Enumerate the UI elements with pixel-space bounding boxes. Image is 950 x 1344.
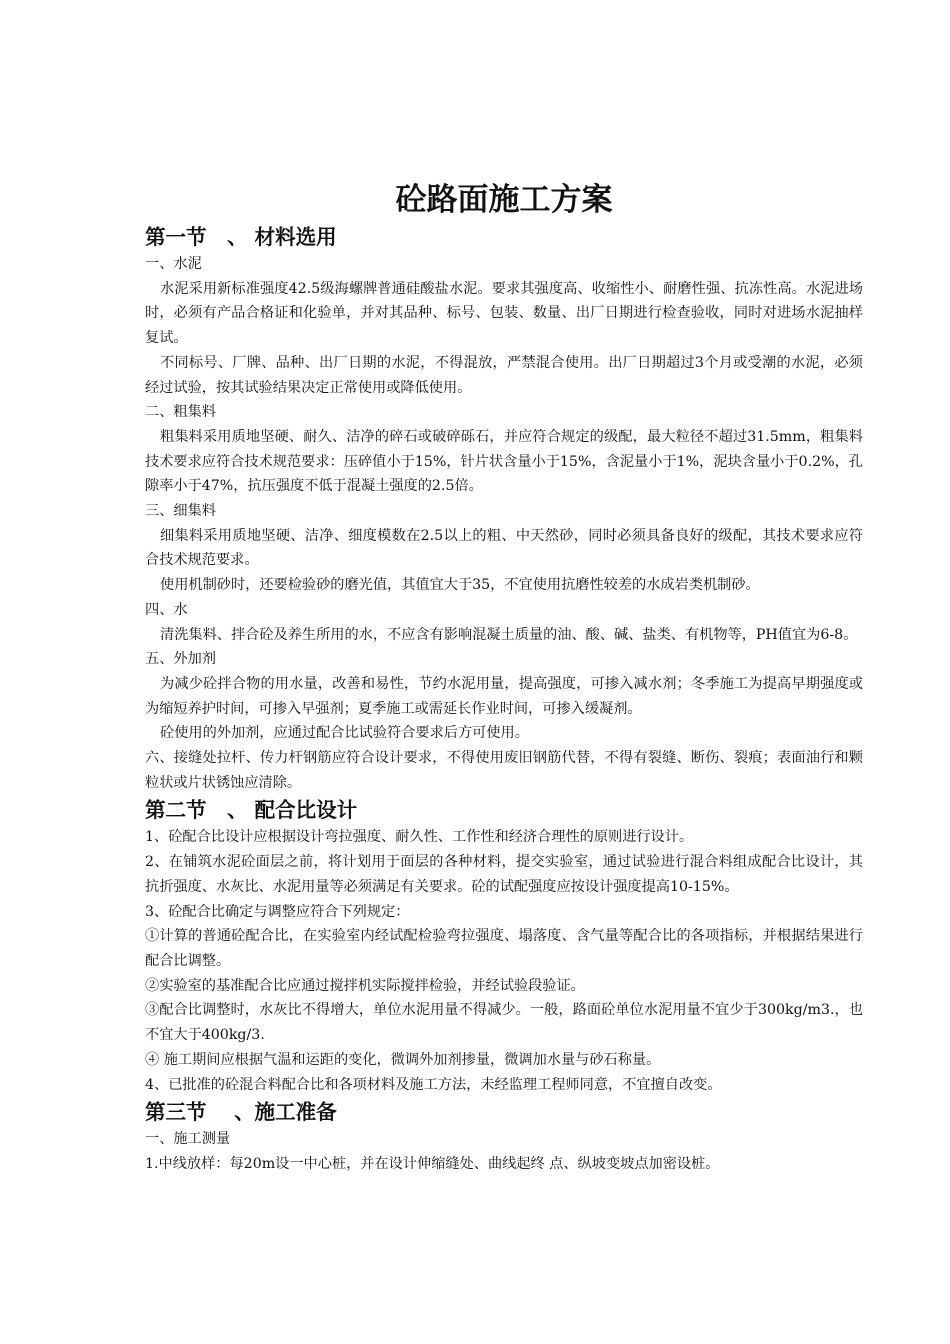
- paragraph: 2、在铺筑水泥砼面层之前，将计划用于面层的各种材料，提交实验室，通过试验进行混合料组成配合比设计，其抗折强度、水灰比、水泥用量等必须满足有关要求。砼的试配强度应按设计强度提高10-15%。: [145, 854, 863, 895]
- subsection-heading: 二、粗集料: [145, 404, 216, 421]
- paragraph: 砼使用的外加剂，应通过配合比试验符合要求后方可使用。: [160, 725, 529, 742]
- paragraph: ③配合比调整时，水灰比不得增大，单位水泥用量不得减少。一般，路面砼单位水泥用量不宜少于300kg/m3.，也不宜大于400kg/3.: [145, 1002, 863, 1044]
- paragraph: 清洗集料、拌合砼及养生所用的水，不应含有影响混凝土质量的油、酸、碱、盐类、有机物等，PH值宜为6-8。: [160, 626, 858, 643]
- paragraph: 六、接缝处拉杆、传力杆钢筋应符合设计要求，不得使用废旧钢筋代替，不得有裂缝、断伤、裂痕；表面油行和颗粒状或片状锈蚀应清除。: [145, 750, 863, 791]
- subsection-heading: 五、外加剂: [145, 651, 216, 668]
- subsection-heading: 四、水: [145, 601, 188, 618]
- paragraph: 使用机制砂时，还要检验砂的磨光值，其值宜大于35，不宜使用抗磨性较差的水成岩类机制砂。: [160, 577, 760, 594]
- document-body: [145, 222, 863, 1177]
- paragraph: ②实验室的基准配合比应通过搅拌机实际搅拌检验，并经试验段验证。: [145, 977, 585, 994]
- paragraph: 不同标号、厂牌、品种、出厂日期的水泥，不得混放，严禁混合使用。出厂日期超过3个月或受潮的水泥，必须经过试验，按其试验结果决定正常使用或降低使用。: [145, 354, 863, 396]
- paragraph: 细集料采用质地坚硬、洁净、细度模数在2.5以上的粗、中天然砂，同时必须具备良好的级配，其技术要求应符合技术规范要求。: [145, 527, 863, 569]
- subsection-heading: 三、细集料: [145, 503, 216, 520]
- paragraph: 为减少砼拌合物的用水量，改善和易性，节约水泥用量，提高强度，可掺入减水剂；冬季施工为提高早期强度或为缩短养护时间，可掺入早强剂；夏季施工或需延长作业时间，可掺入缓凝剂。: [145, 675, 863, 717]
- paragraph: ④ 施工期间应根据气温和运距的变化，微调外加剂掺量，微调加水量与砂石称量。: [145, 1051, 661, 1068]
- paragraph: 粗集料采用质地坚硬、耐久、洁净的碎石或破碎砾石，并应符合规定的级配，最大粒径不超过31.5mm，粗集料技术要求应符合技术规范要求：压碎值小于15%，针片状含量小于15%，含泥量小于1%，泥块含量小于0.2%，孔隙率小于47%，抗压强度不低于混凝土强度的2.5倍。: [145, 428, 863, 495]
- paragraph: 4、已批准的砼混合料配合比和各项材料及施工方法，未经监理工程师同意，不宜擅自改变。: [145, 1076, 722, 1093]
- section-heading: 第二节 、 配合比设计: [145, 798, 358, 823]
- document-title: 砼路面施工方案: [395, 182, 613, 218]
- paragraph: 水泥采用新标准强度42.5级海螺牌普通硅酸盐水泥。要求其强度高、收缩性小、耐磨性强、抗冻性高。水泥进场时，必须有产品合格证和化验单，并对其品种、标号、包装、数量、出厂日期进行检查验收，同时对进场水泥抽样复试。: [145, 280, 863, 347]
- section-heading: 第三节 、施工准备: [145, 1100, 337, 1125]
- section-heading: 第一节 、 材料选用: [145, 225, 337, 249]
- subsection-heading: 一、施工测量: [145, 1131, 231, 1148]
- paragraph: 1.中线放样：每20m设一中心桩，并在设计伸缩缝处、曲线起终 点、纵坡变坡点加密设桩。: [145, 1155, 720, 1172]
- subsection-heading: 一、水泥: [145, 256, 202, 272]
- paragraph: 3、砼配合比确定与调整应符合下列规定：: [145, 903, 410, 920]
- paragraph: ①计算的普通砼配合比，在实验室内经试配检验弯拉强度、塌落度、含气量等配合比的各项指标，并根据结果进行配合比调整。: [145, 928, 863, 969]
- paragraph: 1、砼配合比设计应根据设计弯拉强度、耐久性、工作性和经济合理性的原则进行设计。: [145, 829, 694, 846]
